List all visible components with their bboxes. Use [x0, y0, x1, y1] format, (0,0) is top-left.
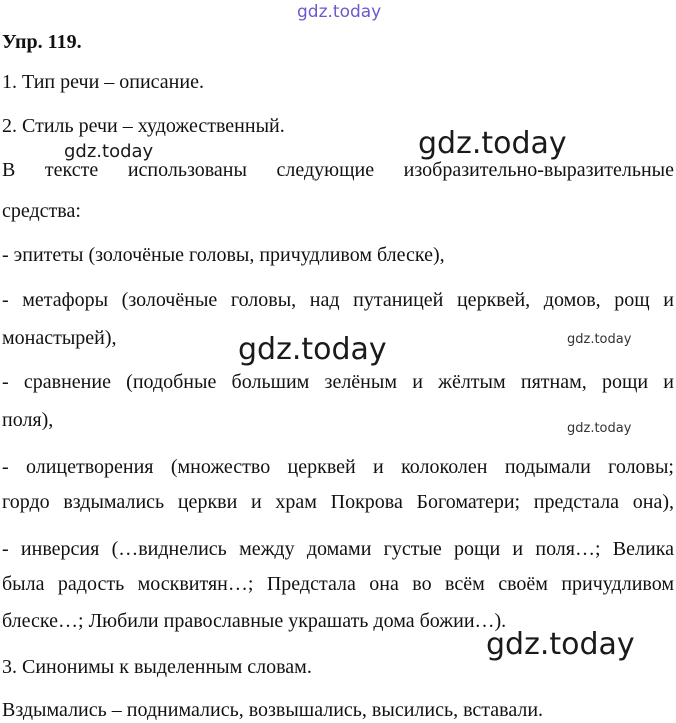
exercise-title: Упр. 119.: [2, 31, 82, 53]
text-line-personification-cont: гордо вздымались церкви и храм Покрова Богоматери; предстала она),: [2, 491, 674, 513]
text-line-means-intro-end: средства:: [2, 200, 81, 222]
text-line-epithets: - эпитеты (золочёные головы, причудливом блеске),: [2, 244, 445, 266]
text-line-means-intro: В тексте использованы следующие изобразительно-выразительные: [2, 159, 674, 181]
text-line-inversion-cont: была радость москвитян…; Предстала она во всём своём причудливом: [2, 573, 674, 595]
text-line-metaphors: - метафоры (золочёные головы, над путаницей церквей, домов, рощ и: [2, 289, 674, 311]
watermark: gdz.today: [297, 2, 382, 22]
watermark: gdz.today: [486, 627, 635, 662]
watermark: gdz.today: [418, 126, 567, 161]
watermark: gdz.today: [64, 141, 154, 162]
text-line-comparison: - сравнение (подобные большим зелёным и жёлтым пятнам, рощи и: [2, 371, 674, 393]
text-line-speech-style: 2. Стиль речи – художественный.: [2, 115, 285, 137]
watermark: gdz.today: [238, 332, 387, 367]
watermark: gdz.today: [567, 421, 632, 436]
text-line-inversion-end: блеске…; Любили православные украшать дома божии…).: [2, 610, 507, 632]
text-line-metaphors-end: монастырей),: [2, 327, 117, 349]
text-line-comparison-end: поля),: [2, 409, 54, 431]
text-line-synonyms: Вздымались – поднимались, возвышались, высились, вставали.: [2, 699, 544, 721]
watermark: gdz.today: [567, 332, 632, 347]
text-line-speech-type: 1. Тип речи – описание.: [2, 71, 204, 93]
text-line-inversion: - инверсия (…виднелись между домами густые рощи и поля…; Велика: [2, 538, 674, 560]
text-line-synonyms-heading: 3. Синонимы к выделенным словам.: [2, 656, 312, 678]
text-line-personification: - олицетворения (множество церквей и колоколен подымали головы;: [2, 456, 674, 478]
